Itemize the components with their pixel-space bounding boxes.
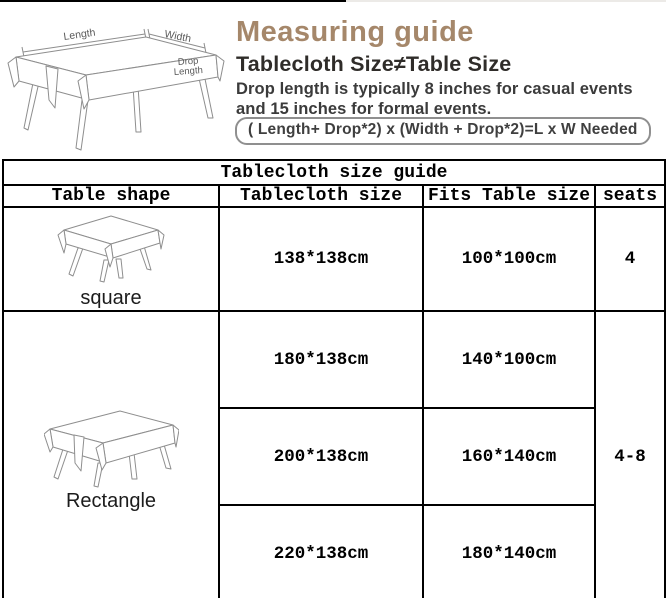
drop-length-label-line1: Drop xyxy=(177,55,199,68)
tablecloth-size-cell: 200*138cm xyxy=(219,408,423,505)
rectangle-table-icon xyxy=(44,401,179,489)
guide-heading: Measuring guide xyxy=(236,16,474,48)
fits-table-size-cell: 100*100cm xyxy=(423,207,595,311)
top-divider-line xyxy=(0,0,346,2)
table-measurement-diagram-icon xyxy=(6,20,234,154)
tablecloth-size-cell: 180*138cm xyxy=(219,311,423,408)
fits-table-size-cell: 160*140cm xyxy=(423,408,595,505)
shape-label: Rectangle xyxy=(65,489,157,512)
seats-cell: 4-8 xyxy=(595,311,665,598)
col-header-table-shape: Table shape xyxy=(3,185,219,207)
guide-description-line2: and 15 inches for formal events. xyxy=(236,100,492,119)
formula-box: ( Length+ Drop*2) x (Width + Drop*2)=L x W Needed xyxy=(235,117,651,145)
col-header-tablecloth-size: Tablecloth size xyxy=(219,185,423,207)
col-header-seats: seats xyxy=(595,185,665,207)
seats-cell: 4 xyxy=(595,207,665,311)
size-guide-table xyxy=(2,159,666,598)
guide-description-line1: Drop length is typically 8 inches for casual events xyxy=(236,80,633,98)
top-divider-line-light xyxy=(346,0,666,2)
fits-table-size-cell: 140*100cm xyxy=(423,311,595,408)
width-label: Width xyxy=(163,28,193,46)
fits-table-size-cell: 180*140cm xyxy=(423,505,595,598)
col-header-fits-table-size: Fits Table size xyxy=(423,185,595,207)
guide-subheading: Tablecloth Size≠Table Size xyxy=(236,52,512,76)
square-table-icon xyxy=(56,208,166,286)
shape-cell-square xyxy=(3,207,219,311)
shape-cell-rectangle xyxy=(3,311,219,598)
tablecloth-size-cell: 220*138cm xyxy=(219,505,423,598)
drop-length-label-line2: Length xyxy=(173,64,204,78)
length-label: Length xyxy=(62,26,97,43)
shape-label: square xyxy=(80,287,142,309)
guide-description xyxy=(236,79,633,119)
tablecloth-size-cell: 138*138cm xyxy=(219,207,423,311)
size-table-title: Tablecloth size guide xyxy=(3,160,665,185)
